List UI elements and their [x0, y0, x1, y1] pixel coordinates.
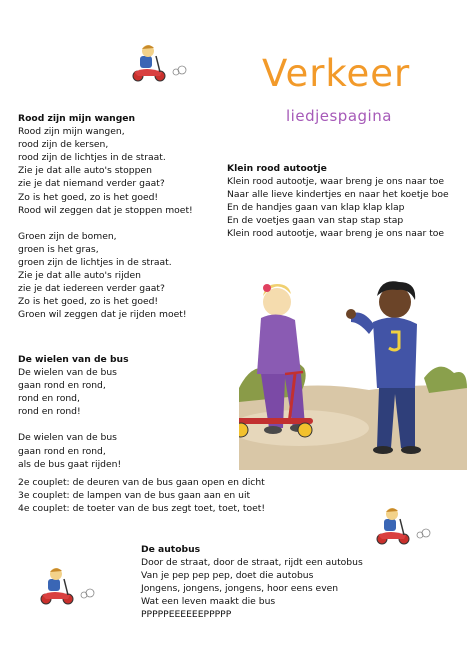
song-line: Zie je dat alle auto's rijden	[18, 270, 141, 282]
song-de-autobus	[141, 543, 363, 622]
song-line: als de bus gaat rijden!	[18, 458, 122, 470]
song-line: En de voetjes gaan van stap stap stap	[227, 215, 404, 227]
song-line: rood zijn de lichtjes in de straat.	[18, 152, 166, 164]
song-line: Zo is het goed, zo is het goed!	[18, 191, 159, 203]
song-line: gaan rond en rond,	[18, 445, 106, 457]
song-line: En de handjes gaan van klap klap klap	[227, 202, 405, 214]
song-line: Zie je dat alle auto's stoppen	[18, 165, 152, 177]
couplet-line: 4e couplet: de toeter van de bus zegt toet, toet, toet!	[18, 503, 266, 515]
song-verse	[18, 125, 193, 217]
song-line: Rood wil zeggen dat je stoppen moet!	[18, 204, 193, 216]
song-line: Klein rood autootje, waar breng je ons naar toe	[227, 176, 445, 188]
song-line: rond en rond!	[18, 406, 81, 418]
song-line: Zo is het goed, zo is het goed!	[18, 296, 159, 308]
song-title: Klein rood autootje	[227, 163, 327, 174]
couplet-line: 3e couplet: de lampen van de bus gaan aan en uit	[18, 490, 251, 502]
song-rood-zijn-mijn-wangen	[18, 112, 193, 321]
song-line: Van je pep pep pep, doet die autobus	[141, 570, 314, 582]
song-line: gaan rond en rond,	[18, 380, 106, 392]
song-line: Groen zijn de bomen,	[18, 230, 117, 242]
song-line: groen zijn de lichtjes in de straat.	[18, 256, 172, 268]
song-title: Rood zijn mijn wangen	[18, 113, 136, 124]
song-line: rood zijn de kersen,	[18, 139, 109, 151]
child-on-scooter-icon	[34, 565, 98, 607]
couplet-line: 2e couplet: de deuren van de bus gaan open en dicht	[18, 477, 265, 488]
children-with-scooter-illustration	[239, 278, 467, 470]
song-line: Wat een leven maakt die bus	[141, 596, 276, 608]
song-line: PPPPPEEEEEEPPPPP	[141, 609, 232, 621]
song-line: Groen wil zeggen dat je rijden moet!	[18, 309, 187, 321]
song-line: zie je dat iedereen verder gaat?	[18, 283, 165, 295]
song-de-wielen-van-de-bus	[18, 353, 129, 471]
song-line: De wielen van de bus	[18, 432, 117, 444]
song-klein-rood-autootje	[227, 162, 449, 241]
song-line: Door de straat, door de straat, rijdt een autobus	[141, 557, 363, 569]
song-title: De wielen van de bus	[18, 354, 129, 365]
song-line: rond en rond,	[18, 393, 80, 405]
song-line: Rood zijn mijn wangen,	[18, 126, 125, 138]
song-title: De autobus	[141, 544, 201, 555]
song-line: Klein rood autootje, waar breng je ons naar toe	[227, 228, 445, 240]
child-on-scooter-icon	[126, 42, 190, 84]
page-subtitle: liedjespagina	[286, 107, 392, 125]
song-line: groen is het gras,	[18, 243, 99, 255]
bus-couplets	[18, 476, 265, 515]
song-line: Jongens, jongens, jongens, hoor eens even	[141, 583, 339, 595]
song-verse	[18, 230, 193, 322]
song-line: zie je dat niemand verder gaat?	[18, 178, 165, 190]
page-title: Verkeer	[262, 52, 411, 95]
child-on-scooter-icon	[370, 505, 434, 547]
song-line: Naar alle lieve kindertjes en naar het koetje boe	[227, 189, 449, 201]
song-line: De wielen van de bus	[18, 367, 117, 379]
